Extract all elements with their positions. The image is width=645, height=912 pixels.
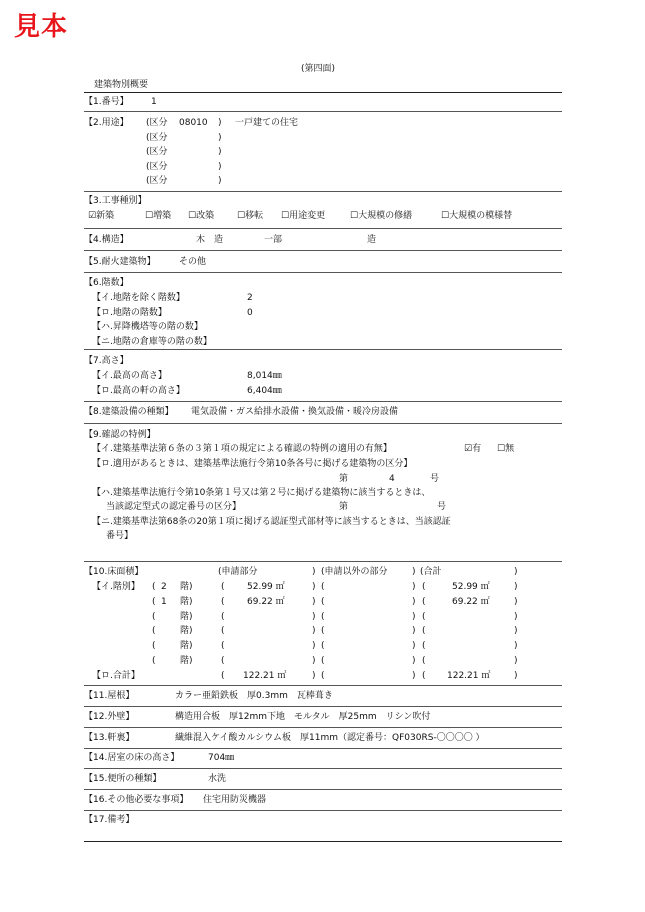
- paren-close: ): [514, 671, 518, 681]
- floor-area-total-total: 122.21 ㎡: [447, 671, 491, 681]
- divider: [84, 228, 562, 229]
- paren-close: ): [514, 582, 518, 592]
- divider: [84, 727, 562, 728]
- floor-area-row-unit: 階): [180, 582, 193, 592]
- height-row-value: 8,014㎜: [247, 371, 282, 381]
- exemption-label: 【9.確認の特例】: [84, 430, 156, 440]
- divider: [84, 111, 562, 112]
- paren-close: ): [412, 656, 416, 666]
- eaves-label: 【13.軒裏】: [84, 733, 135, 743]
- paren-open: (: [422, 611, 426, 622]
- divider: [84, 250, 562, 251]
- paren-open: (: [221, 596, 225, 607]
- structure-main: 木 造: [196, 235, 224, 245]
- exemption-ro-dai: 第: [339, 474, 349, 484]
- paren-open: (: [422, 582, 426, 592]
- floor-area-floor-label: 【イ.階別】: [92, 582, 140, 592]
- paren-open: (: [422, 671, 426, 681]
- exemption-ro-go: 号: [430, 474, 440, 484]
- toilet-label: 【15.便所の種類】: [84, 774, 162, 784]
- divider: [84, 841, 562, 842]
- eaves-value: 繊維混入ケイ酸カルシウム板 厚11mm（認定番号：QF030RS-〇〇〇〇 ）: [175, 733, 485, 743]
- paren-open: (: [321, 626, 325, 637]
- paren-open: (: [422, 626, 426, 637]
- floor-area-row-unit: 階): [180, 611, 193, 622]
- paren-close: ): [412, 596, 416, 607]
- work-type-label: 【3.工事種別】: [84, 196, 147, 206]
- other-label: 【16.その他必要な事項】: [84, 795, 189, 805]
- floor-area-row-open: (: [152, 626, 156, 637]
- sample-stamp: 見本: [14, 12, 69, 42]
- roof-label: 【11.屋根】: [84, 691, 135, 701]
- exemption-i-yes: ☑有: [464, 444, 482, 454]
- floor-area-total-label: 【ロ.合計】: [92, 671, 140, 681]
- paren-open: (: [221, 656, 225, 666]
- floor-area-head-close: ): [514, 567, 518, 577]
- paren-open: (: [321, 596, 325, 607]
- divider: [84, 768, 562, 769]
- exemption-ha-go: 号: [437, 502, 447, 512]
- use-category-close: ): [218, 147, 222, 158]
- floor-area-row-unit: 階): [180, 626, 193, 637]
- paren-close: ): [412, 641, 416, 652]
- exemption-ha-line1: 【ハ.建築基準法施行令第10条第１号又は第２号に掲げる建築物に該当するときは、: [92, 488, 431, 498]
- structure-part: 造: [367, 235, 377, 245]
- use-category-code: 08010: [179, 118, 208, 128]
- divider: [84, 401, 562, 402]
- paren-close: ): [514, 596, 518, 607]
- number-value: 1: [151, 97, 157, 107]
- floor-area-row-total: 69.22 ㎡: [452, 596, 490, 607]
- floor-area-row-unit: 階): [180, 596, 193, 607]
- floor-height-value: 704㎜: [208, 753, 235, 763]
- fireproof-value: その他: [179, 257, 207, 267]
- floor-area-row-open: (: [152, 641, 156, 652]
- roof-value: カラー亜鉛鉄板 厚0.3mm 瓦棒葺き: [175, 691, 333, 701]
- paren-close: ): [312, 596, 316, 607]
- equipment-value: 電気設備・ガス給排水設備・換気設備・暖冷房設備: [191, 407, 399, 417]
- paren-close: ): [312, 626, 316, 637]
- floor-area-row-floor: 1: [161, 596, 167, 607]
- work-type-option: ☐改築: [188, 211, 215, 221]
- floors-row-value: 2: [247, 293, 253, 303]
- exemption-i: 【イ.建築基準法第６条の３第１項の規定による確認の特例の適用の有無】: [92, 444, 392, 454]
- section-title: 建築物別概要: [94, 80, 149, 90]
- use-label: 【2.用途】: [84, 118, 129, 128]
- paren-open: (: [321, 611, 325, 622]
- paren-open: (: [221, 671, 225, 681]
- work-type-option: ☐大規模の修繕: [350, 211, 413, 221]
- floor-area-head-other: (申請以外の部分: [321, 567, 388, 577]
- divider: [84, 191, 562, 192]
- exterior-wall-label: 【12.外壁】: [84, 712, 135, 722]
- floors-row-label: 【ロ.地階の階数】: [92, 307, 167, 318]
- paren-close: ): [312, 641, 316, 652]
- exemption-ni-line2: 番号】: [106, 531, 134, 541]
- divider: [84, 423, 562, 424]
- other-value: 住宅用防災機器: [203, 795, 267, 805]
- paren-close: ): [312, 611, 316, 622]
- work-type-option: ☐増築: [145, 211, 172, 221]
- toilet-value: 水洗: [208, 774, 227, 784]
- floor-area-row-open: (: [152, 656, 156, 666]
- structure-label: 【4.構造】: [84, 235, 129, 245]
- paren-close: ): [412, 611, 416, 622]
- work-type-option: ☑新築: [88, 211, 115, 221]
- paren-open: (: [321, 582, 325, 592]
- exemption-ni-line1: 【ニ.建築基準法第68条の20第１項に掲げる認証型式部材等に該当するときは、当該認証: [92, 517, 451, 527]
- use-category-open: (区分: [146, 132, 168, 143]
- use-category-close: ): [218, 118, 222, 128]
- work-type-option: ☐大規模の模様替: [441, 211, 513, 221]
- paren-close: ): [514, 611, 518, 622]
- divider: [84, 789, 562, 790]
- paren-close: ): [412, 626, 416, 637]
- divider: [84, 349, 562, 350]
- use-category-close: ): [218, 132, 222, 143]
- use-category-open: (区分: [146, 118, 168, 128]
- floor-area-row-total: 52.99 ㎡: [452, 582, 490, 592]
- paren-close: ): [312, 582, 316, 592]
- floor-area-row-floor: 2: [161, 582, 167, 592]
- floor-area-head-close: ): [312, 567, 316, 577]
- paren-open: (: [221, 611, 225, 622]
- paren-open: (: [221, 582, 225, 592]
- paren-close: ): [514, 641, 518, 652]
- paren-close: ): [514, 626, 518, 637]
- number-label: 【1.番号】: [84, 97, 129, 107]
- exemption-ha-line2: 当該認定型式の認定番号の区分】: [106, 502, 242, 512]
- height-label: 【7.高さ】: [84, 356, 129, 366]
- use-category-open: (区分: [146, 147, 168, 158]
- floors-row-label: 【ニ.地階の倉庫等の階の数】: [92, 336, 212, 347]
- use-category-close: ): [218, 176, 222, 187]
- equipment-label: 【8.建築設備の種類】: [84, 407, 174, 417]
- height-row-value: 6,404㎜: [247, 386, 282, 396]
- work-type-option: ☐用途変更: [281, 211, 326, 221]
- use-category-open: (区分: [146, 161, 168, 172]
- exterior-wall-value: 構造用合板 厚12mm下地 モルタル 厚25mm リシン吹付: [175, 712, 431, 722]
- floor-area-label: 【10.床面積】: [84, 567, 144, 577]
- paren-open: (: [221, 626, 225, 637]
- exemption-i-no: ☐無: [497, 444, 515, 454]
- paren-open: (: [321, 671, 325, 681]
- floor-area-total-applied: 122.21 ㎡: [243, 671, 287, 681]
- paren-open: (: [422, 596, 426, 607]
- floors-label: 【6.階数】: [84, 278, 129, 288]
- use-category-close: ): [218, 161, 222, 172]
- floors-row-value: 0: [247, 307, 253, 318]
- paren-close: ): [312, 671, 316, 681]
- use-category-open: (区分: [146, 176, 168, 187]
- paren-open: (: [422, 641, 426, 652]
- structure-part-label: 一部: [264, 235, 283, 245]
- exemption-ha-dai: 第: [339, 502, 349, 512]
- floor-area-head-total: (合計: [420, 567, 442, 577]
- remarks-label: 【17.備考】: [84, 815, 135, 825]
- use-category-name: 一戸建ての住宅: [235, 118, 299, 128]
- floor-area-row-unit: 階): [180, 656, 193, 666]
- paren-close: ): [514, 656, 518, 666]
- divider: [84, 810, 562, 811]
- paren-open: (: [422, 656, 426, 666]
- fireproof-label: 【5.耐火建築物】: [84, 257, 156, 267]
- work-type-option: ☐移転: [237, 211, 264, 221]
- floor-area-row-open: (: [152, 611, 156, 622]
- paren-close: ): [412, 582, 416, 592]
- floor-height-label: 【14.居室の床の高さ】: [84, 753, 180, 763]
- floors-row-label: 【ハ.昇降機塔等の階の数】: [92, 322, 203, 332]
- paren-open: (: [221, 641, 225, 652]
- divider: [84, 561, 562, 562]
- floor-area-row-unit: 階): [180, 641, 193, 652]
- floors-row-label: 【イ.地階を除く階数】: [92, 293, 185, 303]
- divider: [84, 92, 562, 93]
- exemption-ro: 【ロ.適用があるときは、建築基準法施行令第10条各号に掲げる建築物の区分】: [92, 459, 413, 469]
- page-label: (第四面): [301, 64, 336, 74]
- floor-area-row-applied: 69.22 ㎡: [247, 596, 285, 607]
- floor-area-row-open: (: [152, 596, 156, 607]
- paren-close: ): [312, 656, 316, 666]
- divider: [84, 685, 562, 686]
- floor-area-row-applied: 52.99 ㎡: [247, 582, 285, 592]
- paren-open: (: [321, 656, 325, 666]
- floor-area-row-open: (: [152, 582, 156, 592]
- floor-area-head-applied: (申請部分: [218, 567, 258, 577]
- paren-open: (: [321, 641, 325, 652]
- height-row-label: 【イ.最高の高さ】: [92, 371, 167, 381]
- height-row-label: 【ロ.最高の軒の高さ】: [92, 386, 185, 396]
- divider: [84, 706, 562, 707]
- floor-area-head-close: ): [412, 567, 416, 577]
- paren-close: ): [412, 671, 416, 681]
- exemption-ro-num: 4: [389, 474, 395, 484]
- divider: [84, 272, 562, 273]
- divider: [84, 748, 562, 749]
